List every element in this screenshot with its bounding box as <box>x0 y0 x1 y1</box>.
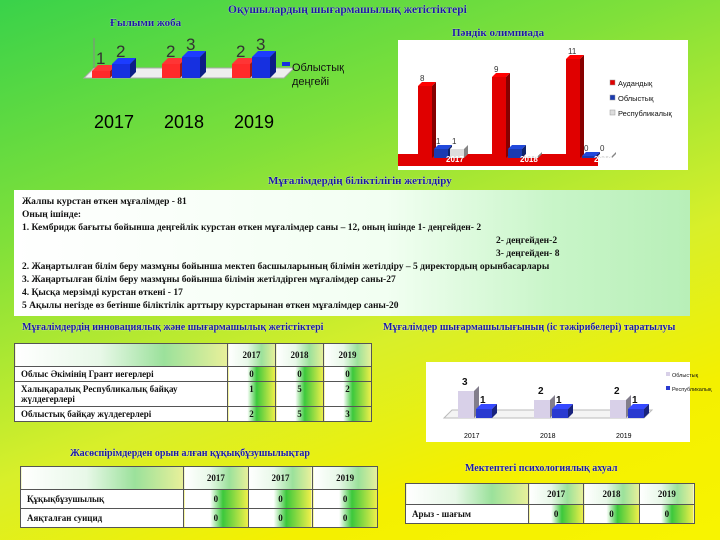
table-row <box>21 490 378 509</box>
innovation-table <box>14 343 372 422</box>
data-label: 3 <box>186 35 196 54</box>
table-row <box>21 509 378 528</box>
table-cell: 0 <box>313 490 378 509</box>
table-header: 2019 <box>324 344 372 367</box>
legend-label: Республикалық <box>618 109 672 118</box>
info-line: 1. Кембридж бағыты бойынша деңгейлік курстан өткен мұғалімдер саны – 12, оның ішінде 1- деңгейден- 2 <box>22 223 482 233</box>
main-title: Оқушылардың шығармашылық жетістіктері <box>228 4 467 16</box>
data-label: 2 <box>538 386 544 397</box>
legend-label: деңгейі <box>292 76 330 88</box>
tick-label: 2018 <box>520 155 538 164</box>
table-cell: 0 <box>324 367 372 382</box>
table-cell: 0 <box>313 509 378 528</box>
table-cell: 2 <box>228 407 276 422</box>
juvenile-table <box>20 466 378 528</box>
bar <box>418 86 432 158</box>
legend-label: Аудандық <box>618 79 653 88</box>
table-cell: 0 <box>248 490 313 509</box>
legend-label: Облыстық <box>672 373 698 379</box>
bar-side <box>432 82 436 158</box>
table-header <box>15 344 228 367</box>
legend-swatch <box>666 386 670 390</box>
table-row <box>15 407 372 422</box>
olympiad-title: Пәндік олимпиада <box>452 27 545 39</box>
table-cell: Халықаралық Республикалық байқау жүлдегерлері <box>15 382 228 407</box>
data-label: 11 <box>568 47 577 56</box>
data-label: 2 <box>116 42 126 61</box>
bar-side <box>580 55 584 158</box>
bar <box>610 400 626 418</box>
table-cell: 5 <box>276 407 324 422</box>
table-header: 2017 <box>529 484 584 505</box>
table-cell: 3 <box>324 407 372 422</box>
table-row <box>15 367 372 382</box>
legend-swatch <box>610 110 615 115</box>
tick-label: 2019 <box>594 155 612 164</box>
table-header-row <box>21 467 378 490</box>
table-cell: Облыс Әкімінің Грант иегерлері <box>15 367 228 382</box>
table-row <box>15 382 372 407</box>
project-chart <box>64 28 374 138</box>
bar <box>534 400 550 418</box>
olympiad-chart <box>398 40 688 170</box>
table-cell: 0 <box>639 505 694 524</box>
tick-label: 2018 <box>540 433 556 440</box>
table-cell: 0 <box>184 509 249 528</box>
bar <box>458 391 474 418</box>
table-header-row <box>406 484 695 505</box>
table-header: 2019 <box>313 467 378 490</box>
bar <box>182 57 200 78</box>
legend-label: Облыстық <box>292 62 344 74</box>
tick-label: 2019 <box>616 433 632 440</box>
table-cell: 0 <box>248 509 313 528</box>
table-cell: 1 <box>228 382 276 407</box>
table-cell: 0 <box>584 505 639 524</box>
teacher-knowledge-title: Мұғалімдердің біліктілігін жетілдіру <box>268 175 452 187</box>
data-label: 1 <box>556 395 562 406</box>
teacher-training-info <box>14 190 690 316</box>
bar <box>566 59 580 158</box>
data-label: 1 <box>480 395 486 406</box>
table-header: 2019 <box>639 484 694 505</box>
data-label: 1 <box>452 137 457 146</box>
bar <box>92 71 110 78</box>
info-line: Оның ішінде: <box>22 210 82 220</box>
bar-side <box>506 73 510 158</box>
tick-label: 2017 <box>464 433 480 440</box>
info-line: 3. Жаңартылған білім беру мазмұны бойынша білімін жетілдірген мұғалімдер саны-27 <box>22 275 396 285</box>
experience-chart <box>426 362 712 442</box>
data-label: 8 <box>420 74 425 83</box>
info-line: 4. Қысқа мерзімді курстан өткені - 17 <box>22 288 183 298</box>
data-label: 9 <box>494 65 499 74</box>
tick-label: 2017 <box>94 112 135 132</box>
table-cell: 0 <box>529 505 584 524</box>
table-header: 2017 <box>184 467 249 490</box>
data-label: 2 <box>166 42 176 61</box>
legend-swatch <box>666 372 670 376</box>
table-header: 2018 <box>276 344 324 367</box>
data-label: 1 <box>96 49 106 68</box>
bar <box>232 64 250 78</box>
info-line: 2. Жаңартылған білім беру мазмұны бойынша мектеп басшыларының білімін жетілдіру – 5 директордың орынбасарлары <box>22 262 550 272</box>
project-title: Ғылыми жоба <box>110 17 182 29</box>
data-label: 2 <box>614 386 620 397</box>
info-line: 5 Ақылы негізде өз бетінше біліктілік арттыру курстарынан өткен мұғалімдер саны-20 <box>22 301 399 311</box>
table-cell: 2 <box>324 382 372 407</box>
tick-label: 2017 <box>446 155 464 164</box>
data-label: 3 <box>462 377 468 388</box>
table-cell: Облыстық байқау жүлдегерлері <box>15 407 228 422</box>
juvenile-title: Жасөспірімдерден орын алған құқықбұзушылықтар <box>70 448 310 459</box>
table-cell: 0 <box>276 367 324 382</box>
table-row <box>406 505 695 524</box>
table-cell: Құқықбұзушылық <box>21 490 184 509</box>
innovation-title: Мұғалімдердің инновациялық және шығармашылық жетістіктері <box>22 322 324 333</box>
bar <box>492 77 506 158</box>
table-cell: 0 <box>228 367 276 382</box>
table-cell: Арыз - шағым <box>406 505 529 524</box>
bar <box>476 409 492 418</box>
bar <box>252 57 270 78</box>
experience-title: Мұғалімдер шығармашылығының (іс тәжірибелері) таратылуы <box>383 322 676 333</box>
table-header <box>21 467 184 490</box>
data-label: 2 <box>236 42 246 61</box>
legend-label: Облыстық <box>618 94 654 103</box>
legend-swatch <box>610 80 615 85</box>
experience-chart-frame <box>426 362 712 442</box>
data-label: 0 <box>600 144 605 153</box>
olympiad-chart-frame <box>398 40 688 170</box>
table-header: 2017 <box>248 467 313 490</box>
legend-swatch <box>282 62 290 66</box>
table-cell: 0 <box>184 490 249 509</box>
data-label: 3 <box>256 35 266 54</box>
complaints-title: Мектептегі психологиялық ахуал <box>465 463 618 474</box>
legend-label: Республикалық <box>672 387 712 393</box>
complaints-table <box>405 483 695 524</box>
info-line: 3- деңгейден- 8 <box>496 249 560 259</box>
table-cell: 5 <box>276 382 324 407</box>
table-header <box>406 484 529 505</box>
table-header: 2017 <box>228 344 276 367</box>
info-line: 2- деңгейден-2 <box>496 236 558 246</box>
data-label: 0 <box>584 144 589 153</box>
bar <box>552 409 568 418</box>
legend-swatch <box>610 95 615 100</box>
table-header-row <box>15 344 372 367</box>
data-label: 1 <box>632 395 638 406</box>
bar <box>628 409 644 418</box>
table-cell: Аяқталған суицид <box>21 509 184 528</box>
table-header: 2018 <box>584 484 639 505</box>
tick-label: 2019 <box>234 112 275 132</box>
tick-label: 2018 <box>164 112 205 132</box>
info-line: Жалпы курстан өткен мұғалімдер - 81 <box>22 197 187 207</box>
bar <box>162 64 180 78</box>
bar <box>112 64 130 78</box>
data-label: 1 <box>436 137 441 146</box>
